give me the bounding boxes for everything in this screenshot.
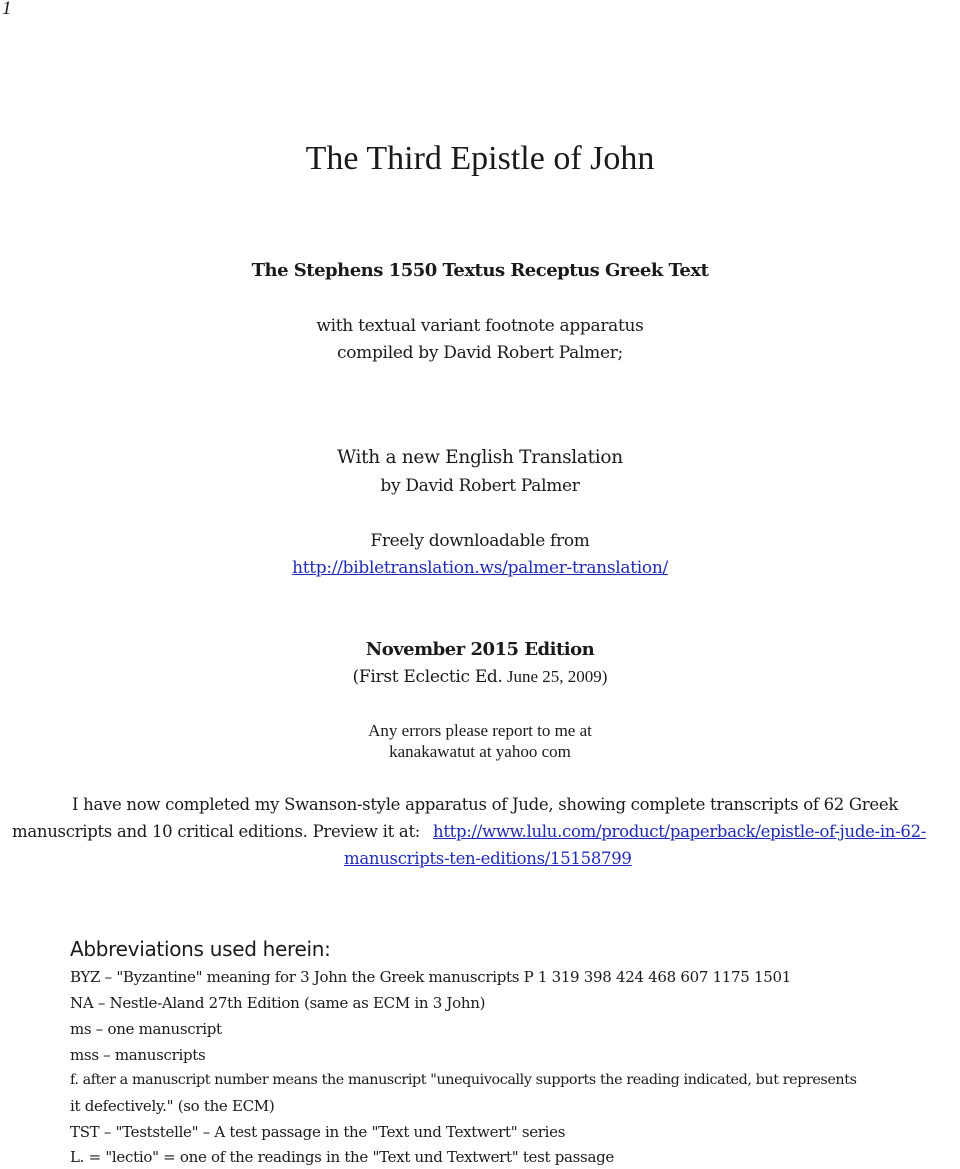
abbreviation-ms: ms – one manuscript [70, 1020, 222, 1038]
abbreviation-f: f. after a manuscript number means the manuscript "unequivocally supports the reading indicated, but represents [70, 1072, 857, 1088]
errors-line-1: Any errors please report to me at [368, 721, 592, 740]
first-edition-note [0, 667, 960, 687]
notice-line-1: I have now completed my Swanson-style apparatus of Jude, showing complete transcripts of 62 Greek [71, 795, 899, 814]
abbreviation-byz: BYZ – "Byzantine" meaning for 3 John the Greek manuscripts P 1 319 398 424 468 607 1175 1501 [70, 968, 791, 986]
errors-line-2: kanakawatut at yahoo com [389, 742, 571, 761]
abbreviation-tst: TST – "Teststelle" – A test passage in the "Text und Textwert" series [70, 1123, 566, 1141]
download-link[interactable]: http://bibletranslation.ws/palmer-translation/ [292, 558, 668, 578]
notice-line-2 [12, 818, 958, 845]
first-edition-note-label: (First Eclectic Ed. [352, 667, 503, 687]
apparatus-line-1: with textual variant footnote apparatus [316, 316, 644, 336]
abbreviation-f-continued: it defectively." (so the ECM) [70, 1097, 275, 1115]
translation-line-2: by David Robert Palmer [380, 476, 580, 496]
jude-apparatus-link-continued[interactable]: manuscripts-ten-editions/15158799 [344, 849, 632, 868]
edition-heading: November 2015 Edition [365, 639, 595, 660]
apparatus-line-2: compiled by David Robert Palmer; [337, 343, 623, 363]
document-title: The Third Epistle of John [305, 140, 655, 177]
first-edition-note-date: June 25, 2009) [502, 667, 608, 686]
page-number: 1 [2, 0, 12, 19]
translation-line-1: With a new English Translation [337, 447, 623, 468]
document-subtitle: The Stephens 1550 Textus Receptus Greek Text [251, 260, 709, 281]
abbreviation-na: NA – Nestle-Aland 27th Edition (same as ECM in 3 John) [70, 994, 486, 1012]
download-label: Freely downloadable from [370, 531, 590, 551]
abbreviation-l: L. = "lectio" = one of the readings in the "Text und Textwert" test passage [70, 1148, 614, 1166]
notice-line-2-text: manuscripts and 10 critical editions. Preview it at: [12, 822, 421, 841]
jude-apparatus-link[interactable]: http://www.lulu.com/product/paperback/epistle-of-jude-in-62- [433, 822, 927, 841]
abbreviations-heading: Abbreviations used herein: [70, 937, 331, 961]
abbreviation-mss: mss – manuscripts [70, 1046, 206, 1064]
